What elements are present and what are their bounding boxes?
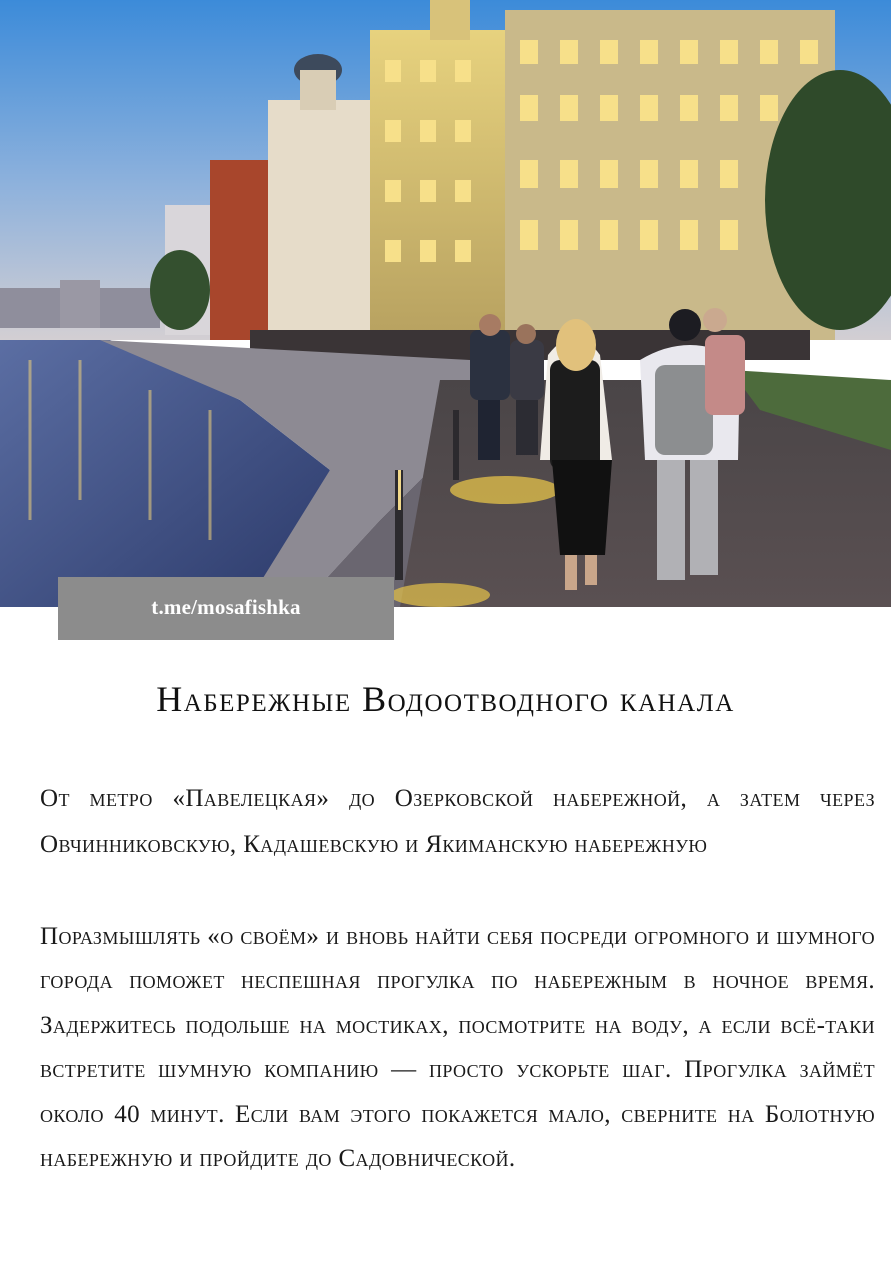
route-description: От метро «Павелецкая» до Озерковской набережной, а затем через Овчинниковскую, Кадашевскую и Якиманскую набережную	[40, 785, 875, 858]
article-title: Набережные Водоотводного канала	[156, 679, 735, 719]
embankment-photo	[0, 0, 891, 607]
photo-illustration	[0, 0, 891, 607]
channel-watermark: t.me/mosafishka	[58, 577, 394, 640]
article-body: Поразмышлять «о своём» и вновь найти себя посреди огромного и шумного города поможет неспешная прогулка по набережным в ночное время. Задержитесь подольше на мостиках, посмотрите на воду, а если всё-таки встретите шумную компанию — просто ускорьте шаг. Прогулка займёт около 40 минут. Если вам этого покажется мало, сверните на Болотную набережную и пройдите до Садовнической.	[40, 923, 875, 1173]
